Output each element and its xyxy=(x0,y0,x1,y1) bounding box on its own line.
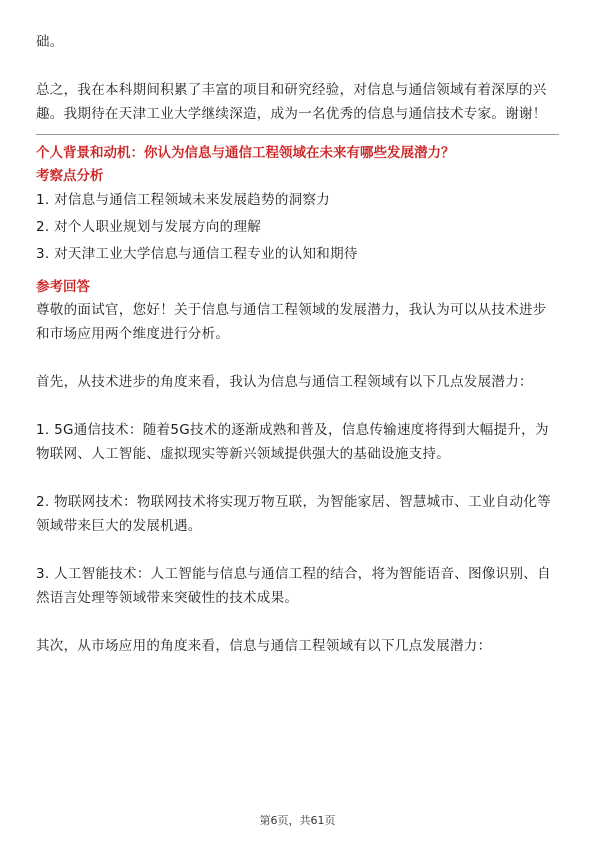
page-content xyxy=(36,30,559,658)
spacer xyxy=(36,54,559,78)
analysis-heading: 考察点分析 xyxy=(36,168,104,184)
spacer xyxy=(36,538,559,562)
spacer xyxy=(36,610,559,634)
answer-heading: 参考回答 xyxy=(36,279,90,295)
answer-paragraph: 2. 物联网技术：物联网技术将实现万物互联，为智能家居、智慧城市、工业自动化等领域带来巨大的发展机遇。 xyxy=(36,494,551,534)
answer-paragraph: 首先，从技术进步的角度来看，我认为信息与通信工程领域有以下几点发展潜力： xyxy=(36,374,533,390)
analysis-point: 3. 对天津工业大学信息与通信工程专业的认知和期待 xyxy=(36,246,358,262)
analysis-point: 2. 对个人职业规划与发展方向的理解 xyxy=(36,219,262,235)
section-divider xyxy=(36,134,559,135)
analysis-point: 1. 对信息与通信工程领域未来发展趋势的洞察力 xyxy=(36,192,331,208)
continued-text: 础。 xyxy=(36,34,64,50)
spacer xyxy=(36,394,559,418)
answer-paragraph: 1. 5G通信技术：随着5G技术的逐渐成熟和普及，信息传输速度将得到大幅提升，为物联网、人工智能、虚拟现实等新兴领域提供强大的基础设施支持。 xyxy=(36,422,549,462)
page-footer: 第6页，共61页 xyxy=(259,814,336,827)
analysis-list xyxy=(36,187,559,268)
answer-paragraph: 3. 人工智能技术：人工智能与信息与通信工程的结合，将为智能语音、图像识别、自然语言处理等领域带来突破性的技术成果。 xyxy=(36,566,551,606)
summary-paragraph: 总之，我在本科期间积累了丰富的项目和研究经验，对信息与通信领域有着深厚的兴趣。我期待在天津工业大学继续深造，成为一名优秀的信息与通信技术专家。谢谢！ xyxy=(36,82,547,122)
answer-paragraph: 其次，从市场应用的角度来看，信息与通信工程领域有以下几点发展潜力： xyxy=(36,638,492,654)
spacer xyxy=(36,268,559,276)
spacer xyxy=(36,466,559,490)
spacer xyxy=(36,346,559,370)
interview-question: 个人背景和动机：你认为信息与通信工程领域在未来有哪些发展潜力？ xyxy=(36,145,455,161)
answer-paragraph: 尊敬的面试官，您好！关于信息与通信工程领域的发展潜力，我认为可以从技术进步和市场应用两个维度进行分析。 xyxy=(36,302,547,342)
